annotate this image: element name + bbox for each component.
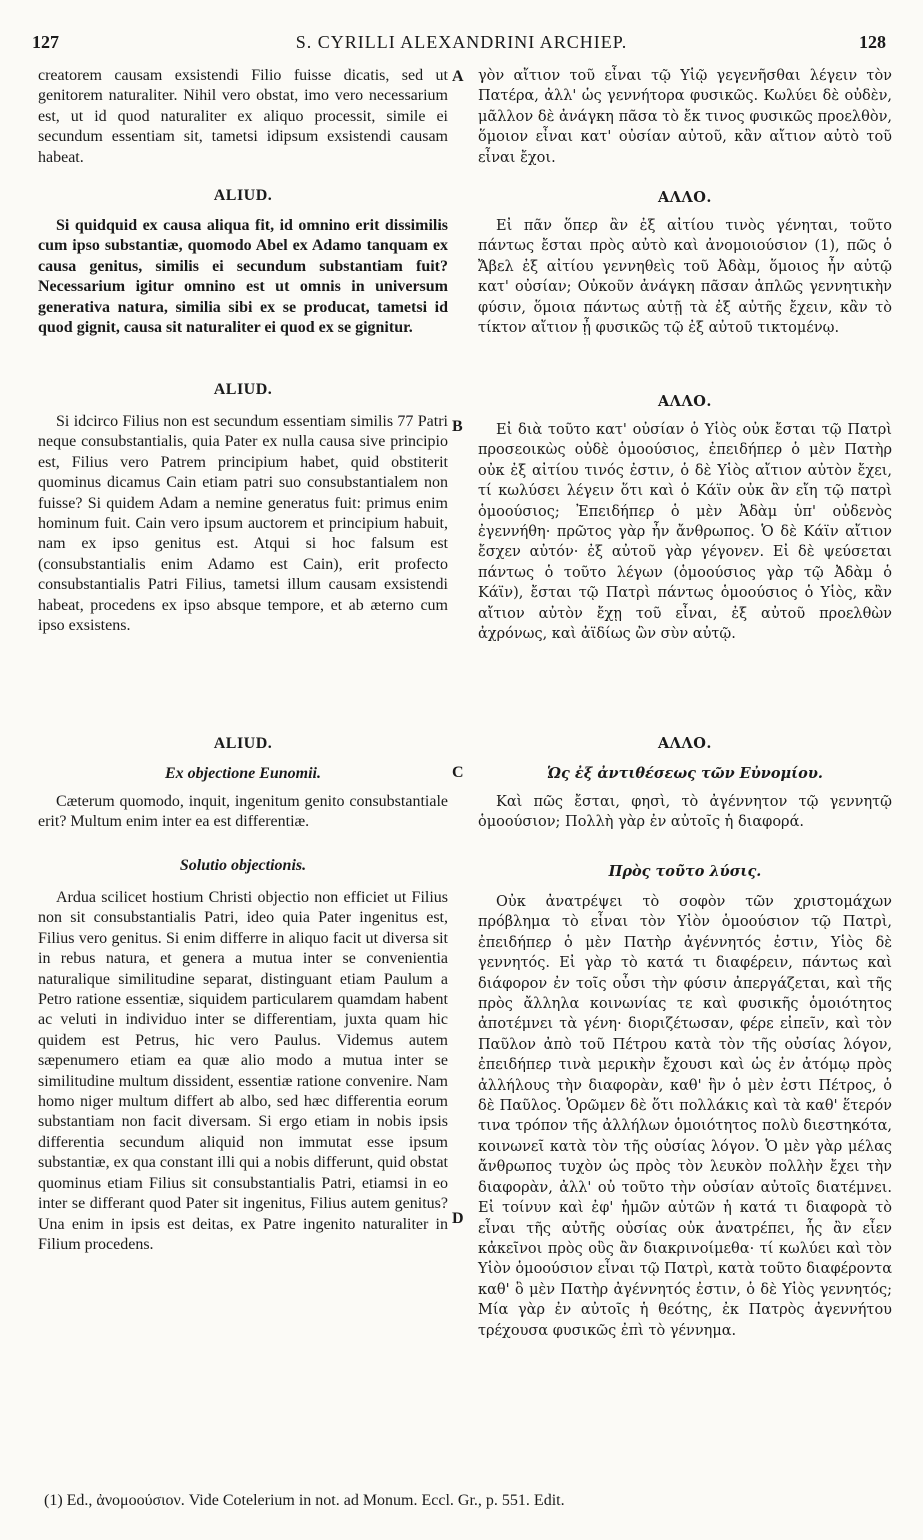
page-number-left: 127 xyxy=(32,32,59,52)
running-title: S. CYRILLI ALEXANDRINI ARCHIEP. xyxy=(295,32,628,52)
greek-subheading: Πρὸς τοῦτο λύσις. xyxy=(608,863,762,880)
greek-passage-2 xyxy=(478,216,892,338)
latin-passage-5 xyxy=(38,888,448,1255)
latin-subheading: Ex objectione Eunomii. xyxy=(164,765,321,782)
greek-passage-4 xyxy=(478,792,892,833)
greek-heading: ΑΛΛΟ. xyxy=(658,735,712,752)
greek-passage-3 xyxy=(478,420,892,644)
page-number-right: 128 xyxy=(859,32,886,52)
latin-paragraph: Ardua scilicet hostium Christi objectio non efficiet ut Filius non sit consubstantialis Patri, ideo quia Pater ingenitus est, Filius vero genitus. Si enim differre in aliquo facit ut diversa sit in rebus natura, et genera a mutua inter se convenientia naturalique similitudine separat, distinguant etiam Paulum a Petro ratione essentiæ, siquidem particularem quamdam habent ac veluti in individuo inter se differentiam, juxta quam hic quidem est Petrus, hic vero Paulus. Videmus autem sæpenumero etiam ea quæ alio modo a mutua inter se similitudine multum dissident, essentiæ ratione convenire. Nam homo niger multum differt ab albo, sed hæc differentia eorum substantiam non facit diversam. Si ergo etiam in nobis ipsis differentia secundum aliquid non immutat esse ipsum substantiæ, ex qua constant illi qui a nobis differunt, quid obstat quominus etiam Filius sit consubstantialis Patri, etiamsi in eo inter se differant quod Pater sit ingenitus, Filius autem genitus? Una enim in ipsis est deitas, ex Patre ingenito naturaliter in Filium procedens. xyxy=(38,889,448,1253)
greek-paragraph: Οὐκ ἀνατρέψει τὸ σοφὸν τῶν χριστομάχων πρόβλημα τὸ εἶναι τὸν Υἱὸν ὁμοούσιον τῷ Πατρὶ, ἐπειδήπερ ὁ μὲν Πατὴρ ἀγέννητός ἐστιν, Υἱὸς δὲ γεννητός. Εἰ γὰρ τὸ κατά τι διαφέρειν, πάντως καὶ διάφορον ἐν τοῖς οὖσι τὴν φύσιν ἀπεργάζεται, καὶ τῆς πρὸς ἄλληλα κοινωνίας τε καὶ φυσικῆς ὁμοιότητος ἀποτέμνει τὰ γένη· διοριζέτωσαν, φέρε εἰπεῖν, καὶ τὸν Παῦλον ἀπὸ τοῦ Πέτρου κατὰ τὸν τῆς οὐσίας λόγον, ἐπειδήπερ τινὰ μερικὴν ἔχουσι καὶ ὡς ἐν ἀτόμῳ πρὸς ἀλλήλους τὴν διαφορὰν, καθ' ἣν ὁ μὲν ἐστι Πέτρος, ὁ δὲ Παῦλος. Ὁρῶμεν δὲ ὅτι πολλάκις καὶ τὰ καθ' ἕτερόν τινα τρόπον τῆς ἀλλήλων ὁμοιότητος πολὺ διεστηκότα, κοινωνεῖ κατὰ τὸν τῆς οὐσίας λόγον. Ὁ μὲν γὰρ μέλας ἄνθρωπος τυχὸν ὡς πρὸς τὸν λευκὸν πολλὴν ἔχει τὴν διαφορὰν, ἀλλ' οὐ τοῦτο τὴν οὐσίαν αὐτοῖς διατέμνει. Εἰ τοίνυν καὶ ἐφ' ἡμῶν αὐτῶν ἡ κατά τι διαφορὰ τὸ εἶναι τῆς αὐτῆς οὐσίας οὐκ ἀνατρέπει, ἧς ἂν εἶεν κἀκεῖνοι πρὸς οὓς ἂν διακρινοίμεθα· τί κωλύει καὶ τὸν Υἱὸν ὁμοούσιον εἶναι τῷ Πατρὶ, κατὰ τοῦτο διαφέροντα καθ' ὃ μὲν Πατὴρ ἀγέννητός ἐστιν, ὁ δὲ Υἱὸς γεννητός; Μία γὰρ ἐν αὐτοῖς ἡ θεότης, ἐκ Πατρὸς ἀγεννήτου τρέχουσα φυσικῶς ἐπὶ τὸ γέννημα. xyxy=(478,894,892,1339)
margin-letter-a: A xyxy=(452,68,464,85)
greek-heading: ΑΛΛΟ. xyxy=(658,189,712,206)
greek-paragraph: Εἰ διὰ τοῦτο κατ' οὐσίαν ὁ Υἱὸς οὐκ ἔσται τῷ Πατρὶ προσεοικὼς οὐδὲ ὁμοούσιος, ἐπειδήπερ ὁ μὲν Πατὴρ οὐκ ἐξ αἰτίου τινός ἐστιν, ὁ δὲ Υἱὸς αἴτιον αὐτὸν ἔχει, τί κωλύσει λέγειν ὅτι καὶ ὁ Κάϊν οὐκ ἂν εἴη τῷ πατρὶ ὁμοούσιος; Ἐπειδήπερ ὁ μὲν Ἀδὰμ ὑπ' οὐδενὸς ἐγεννήθη· πρῶτος γὰρ ἦν ἄνθρωπος. Ὁ δὲ Κάϊν αἴτιον ἔσχεν αὐτόν· ἐξ αὐτοῦ γὰρ γέγονεν. Εἰ δὲ ψεύσεται πάντως ὁ τοῦτο λέγων (ὁμοούσιος γὰρ τῷ Ἀδὰμ ὁ Κάϊν), ἔσται τῷ Πατρὶ πάντως ὁμοούσιος ὁ Υἱὸς, κἂν αἴτιον αὐτὸν ἔχῃ τοῦ εἶναι, ἐξ αὐτοῦ προελθὼν ἀχρόνως, καὶ ἀϊδίως ὢν σὺν αὐτῷ. xyxy=(478,422,892,643)
latin-passage-2 xyxy=(38,216,448,338)
margin-letter-b: B xyxy=(452,418,463,435)
latin-paragraph: creatorem causam exsistendi Filio fuisse dicatis, sed ut genitorem naturaliter. Nihil vero obstat, imo vero necessarium est, ut id quod naturaliter ex aliquo processit, simile ei secundum essentiam sit, tametsi idipsum exsistendi causam habeat. xyxy=(38,67,448,166)
greek-paragraph: Καὶ πῶς ἔσται, φησὶ, τὸ ἀγέννητον τῷ γεννητῷ ὁμοούσιον; Πολλὴ γὰρ ἐν αὐτοῖς ἡ διαφορά. xyxy=(478,794,892,831)
greek-heading: ΑΛΛΟ. xyxy=(658,393,712,410)
greek-paragraph: Εἰ πᾶν ὅπερ ἂν ἐξ αἰτίου τινὸς γένηται, τοῦτο πάντως ἔσται πρὸς αὐτὸ καὶ ἀνομοιούσιον (1), πῶς ὁ Ἄβελ ἐξ αἰτίου γεννηθεὶς τοῦ Ἀδὰμ, ὅμοιος ἦν αὐτῷ κατ' οὐσίαν; Οὐκοῦν ἀνάγκη πᾶσαν ἁπλῶς γεννητικὴν φύσιν, ὅμοια πάντως αὐτῇ τὰ ἐξ αὐτῆς ἔχειν, κἂν τὸ τίκτον αἴτιον ᾖ φυσικῶς τῷ ἐξ αὐτοῦ τικτομένῳ. xyxy=(478,218,892,337)
latin-passage-1 xyxy=(38,66,448,168)
latin-passage-4 xyxy=(38,792,448,833)
greek-subheading: Ὡς ἐξ ἀντιθέσεως τῶν Εὐνομίου. xyxy=(547,765,823,782)
latin-heading: ALIUD. xyxy=(213,735,273,752)
margin-letter-c: C xyxy=(452,764,464,781)
latin-paragraph: Si idcirco Filius non est secundum essentiam similis 77 Patri neque consubstantialis, quia Pater ex nulla causa sive principio est, Filius vero Patrem principium habet, quid obstiterit quominus dicamus Cain etiam patri suo consubstantialem non fuisse? Si quidem Adam a nemine generatus fuit: primus enim hominum fuit. Cain vero ipsum auctorem et principium habuit, nam ex ipso genitus est. Atqui si hoc falsum est (consubstantialis enim Adamo est Cain), erit profecto consubstantialis Patri Filius, tametsi illum causam exsistendi habeat, procedens ex ipso absque tempore, et ab æterno cum ipso exsistens. xyxy=(38,413,448,635)
latin-heading: ALIUD. xyxy=(213,381,273,398)
greek-passage-1 xyxy=(478,66,892,168)
footnote: (1) Ed., ἀνομοούσιον. Vide Cotelerium in not. ad Monum. Eccl. Gr., p. 551. Edit. xyxy=(44,1492,565,1509)
latin-subheading: Solutio objectionis. xyxy=(179,857,307,874)
page-header xyxy=(0,32,923,56)
greek-passage-5 xyxy=(478,892,892,1341)
latin-paragraph: Si quidquid ex causa aliqua fit, id omnino erit dissimilis cum ipso substantiæ, quomodo Abel ex Adamo tanquam ex causa genitus, similis ei secundum substantiam fuit? Necessarium igitur omnino est ut omnis in universum generativa natura, similia sibi ex se producat, tametsi id quod gignit, causa sit naturaliter ei quod ex se gignitur. xyxy=(38,217,448,337)
latin-paragraph: Cæterum quomodo, inquit, ingenitum genito consubstantiale erit? Multum enim inter ea est differentiæ. xyxy=(38,793,448,831)
greek-paragraph: γὸν αἴτιον τοῦ εἶναι τῷ Υἱῷ γεγενῆσθαι λέγειν τὸν Πατέρα, ἀλλ' ὡς γεννήτορα φυσικῶς. Κωλύει δὲ οὐδὲν, μᾶλλον δὲ ἀνάγκη πᾶσα τὸ ἔκ τινος φυσικῶς προελθὸν, ὅμοιον εἶναι κατ' οὐσίαν αὐτοῦ, κἂν αἴτιον αὐτὸ τοῦ εἶναι ἔχοι. xyxy=(478,68,892,166)
latin-passage-3 xyxy=(38,412,448,636)
latin-heading: ALIUD. xyxy=(213,187,273,204)
margin-letter-d: D xyxy=(452,1210,464,1227)
